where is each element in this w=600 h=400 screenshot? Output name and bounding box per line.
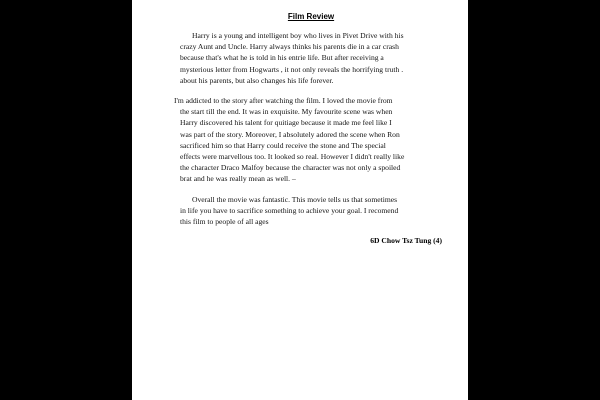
paragraph-line: I'm addicted to the story after watching the film. I loved the movie from bbox=[174, 96, 393, 106]
paragraph-line: the start till the end. It was in exquisite. My favourite scene was when bbox=[180, 107, 393, 117]
paragraph-line: Harry discovered his talent for quitiage because it made me feel like I bbox=[180, 118, 392, 128]
document-page bbox=[132, 0, 468, 400]
author-signature: 6D Chow Tsz Tung (4) bbox=[370, 236, 442, 246]
paragraph-line: brat and he was really mean as well. – bbox=[180, 174, 296, 184]
page-title: Film Review bbox=[287, 12, 335, 21]
paragraph-line: effects were marvellous too. It looked so real. However I didn't really like bbox=[180, 152, 405, 162]
paragraph-3 bbox=[180, 194, 442, 228]
paragraph-line: sacrificed him so that Harry could receive the stone and The special bbox=[180, 140, 386, 150]
paragraph-1 bbox=[180, 30, 442, 86]
paragraph-2 bbox=[174, 95, 442, 185]
paragraph-line: this film to people of all ages bbox=[180, 217, 269, 227]
paragraph-line: crazy Aunt and Uncle. Harry always thinks his parents die in a car crash bbox=[180, 42, 399, 52]
paragraph-line: the character Draco Malfoy because the character was not only a spoiled bbox=[180, 163, 401, 173]
paragraph-line: mysterious letter from Hogwarts , it not only reveals the horrifying truth . bbox=[180, 64, 404, 74]
paragraph-line: was part of the story. Moreover, I absolutely adored the scene when Ron bbox=[180, 129, 400, 139]
paragraph-line: because that's what he is told in his entrie life. But after receiving a bbox=[180, 53, 384, 63]
paragraph-line: Harry is a young and intelligent boy who lives in Pivet Drive with his bbox=[192, 31, 404, 40]
paragraph-line: in life you have to sacrifice something to achieve your goal. I recomend bbox=[180, 205, 399, 215]
paragraph-line: about his parents, but also changes his life forever. bbox=[180, 75, 334, 85]
paragraph-line: Overall the movie was fantastic. This movie tells us that sometimes bbox=[192, 194, 398, 204]
